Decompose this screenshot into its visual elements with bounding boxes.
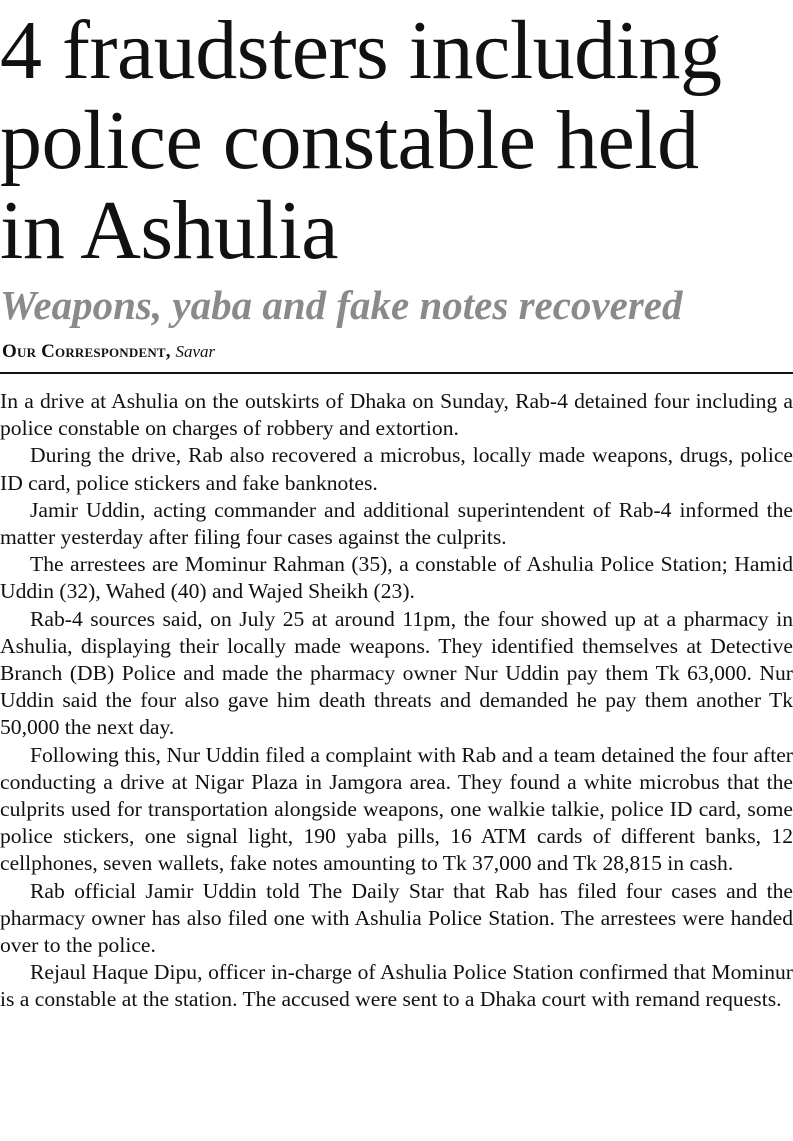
subheadline: Weapons, yaba and fake notes recovered [0, 282, 683, 328]
headline-line-2: police constable held [0, 94, 699, 187]
article-body [0, 388, 793, 1014]
paragraph: During the drive, Rab also recovered a microbus, locally made weapons, drugs, police ID card, police stickers and fake banknotes. [0, 443, 793, 495]
paragraph: The arrestees are Mominur Rahman (35), a constable of Ashulia Police Station; Hamid Uddin (32), Wahed (40) and Wajed Sheikh (23). [0, 552, 793, 604]
paragraph: Rejaul Haque Dipu, officer in-charge of Ashulia Police Station confirmed that Mominur is a constable at the station. The accused were sent to a Dhaka court with remand requests. [0, 960, 793, 1012]
headline [0, 6, 793, 276]
headline-line-1: 4 fraudsters including [0, 4, 722, 97]
byline [2, 339, 215, 365]
headline-line-3: in Ashulia [0, 184, 339, 277]
byline-location: Savar [175, 342, 216, 361]
byline-author: Our Correspondent, [2, 341, 171, 362]
paragraph: In a drive at Ashulia on the outskirts of Dhaka on Sunday, Rab-4 detained four including a police constable on charges of robbery and extortion. [0, 389, 793, 441]
paragraph: Rab official Jamir Uddin told The Daily Star that Rab has filed four cases and the pharmacy owner has also filed one with Ashulia Police Station. The arrestees were handed over to the police. [0, 878, 793, 958]
paragraph: Following this, Nur Uddin filed a complaint with Rab and a team detained the four after conducting a drive at Nigar Plaza in Jamgora area. They found a white microbus that the culprits used for transportation alongside weapons, one walkie talkie, police ID card, some police stickers, one signal light, 190 yaba pills, 16 ATM cards of different banks, 12 cellphones, seven wallets, fake notes amounting to Tk 37,000 and Tk 28,815 in cash. [0, 742, 793, 876]
headline-divider [0, 372, 793, 374]
paragraph: Rab-4 sources said, on July 25 at around 11pm, the four showed up at a pharmacy in Ashulia, displaying their locally made weapons. They identified themselves at Detective Branch (DB) Police and made the pharmacy owner Nur Uddin pay them Tk 63,000. Nur Uddin said the four also gave him death threats and demanded he pay them another Tk 50,000 the next day. [0, 606, 793, 740]
paragraph: Jamir Uddin, acting commander and additional superintendent of Rab-4 informed the matter yesterday after filing four cases against the culprits. [0, 497, 793, 550]
